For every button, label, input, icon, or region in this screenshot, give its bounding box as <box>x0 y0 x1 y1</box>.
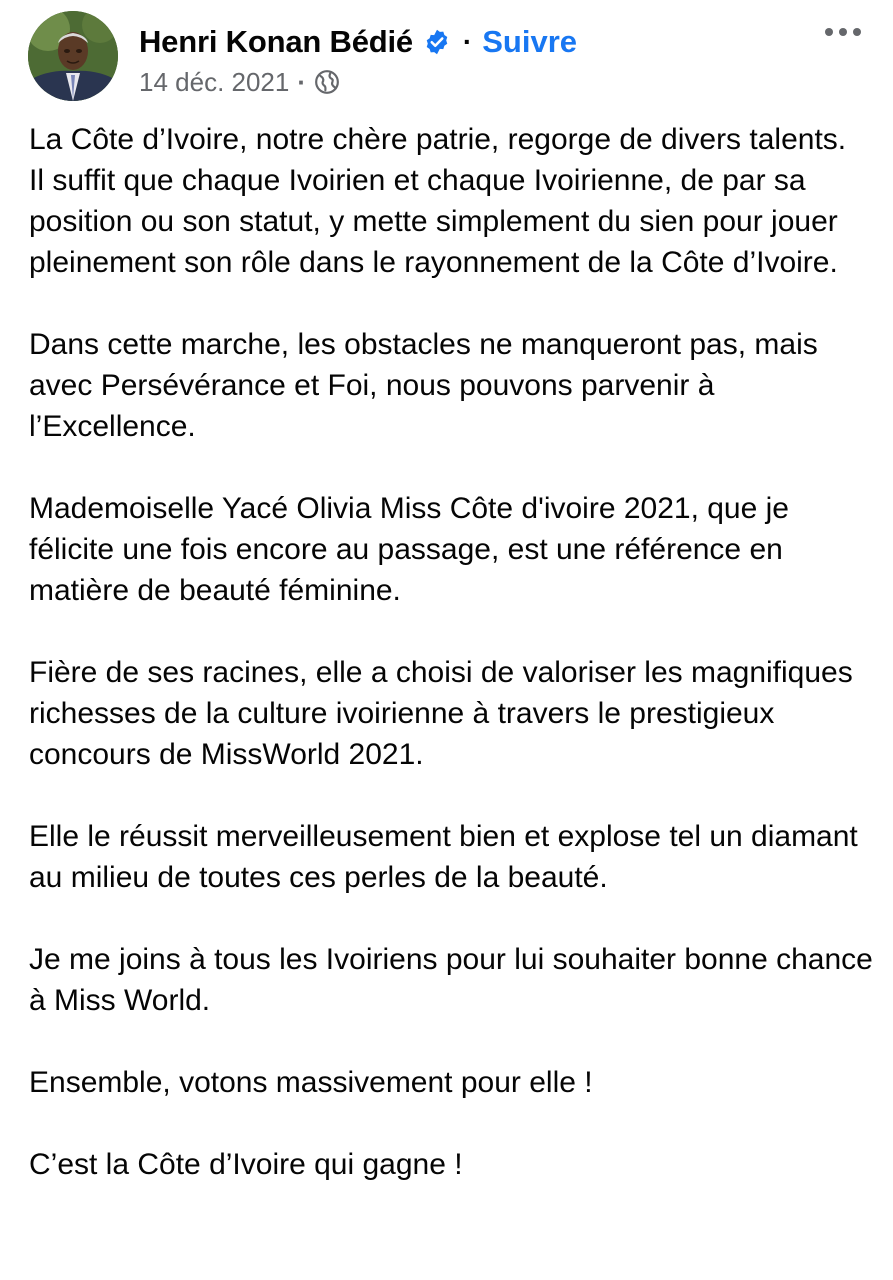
post-paragraph: Elle le réussit merveilleusement bien et explose tel un diamant au milieu de toutes ces perles de la beauté. <box>29 820 858 894</box>
post-paragraph: Je me joins à tous les Ivoiriens pour lui souhaiter bonne chance à Miss World. <box>29 943 873 1017</box>
post-paragraph: Dans cette marche, les obstacles ne manqueront pas, mais avec Persévérance et Foi, nous pouvons parvenir à l’Excellence. <box>29 328 818 443</box>
post-body <box>29 119 874 1226</box>
post-paragraph: Mademoiselle Yacé Olivia Miss Côte d'ivoire 2021, que je félicite une fois encore au passage, est une référence en matière de beauté féminine. <box>29 492 789 607</box>
header-separator: · <box>462 26 473 57</box>
author-line <box>139 20 577 64</box>
author-avatar[interactable] <box>28 11 118 101</box>
post-paragraph: Fière de ses racines, elle a choisi de valoriser les magnifiques richesses de la culture ivoirienne à travers le prestigieux concours de MissWorld 2021. <box>29 656 853 771</box>
follow-button[interactable]: Suivre <box>482 24 578 59</box>
verified-badge-icon <box>423 28 451 56</box>
post-date[interactable]: 14 déc. 2021 <box>139 66 290 97</box>
meta-separator: · <box>297 66 307 97</box>
post-paragraph: Il suffit que chaque Ivoirien et chaque Ivoirienne, de par sa position ou son statut, y mette simplement du sien pour jouer pleinement son rôle dans le rayonnement de la Côte d’Ivoire. <box>29 164 838 279</box>
post-paragraph: La Côte d’Ivoire, notre chère patrie, regorge de divers talents. <box>29 123 847 156</box>
post-paragraph: Ensemble, votons massivement pour elle ! <box>29 1066 593 1099</box>
author-name[interactable]: Henri Konan Bédié <box>139 24 413 59</box>
globe-icon <box>314 69 340 95</box>
post-header <box>0 0 893 110</box>
more-options-icon[interactable] <box>823 22 863 42</box>
avatar-image-icon <box>28 11 118 101</box>
post-meta <box>139 64 340 100</box>
post-paragraph: C’est la Côte d’Ivoire qui gagne ! <box>29 1148 463 1181</box>
